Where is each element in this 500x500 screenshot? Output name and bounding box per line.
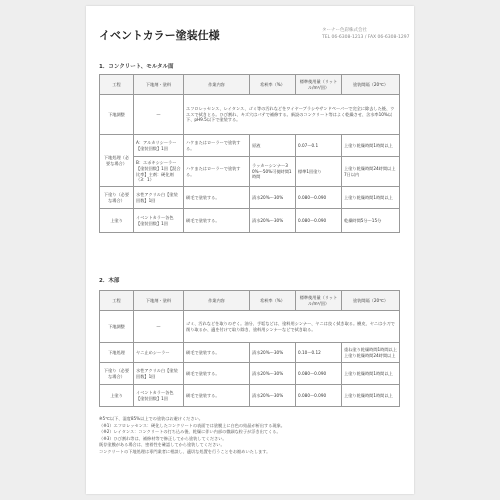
cell-work: 刷毛で塗装する。 xyxy=(184,363,250,385)
note-line: （※2）レイタンス：コンクリートの打ち込み後、乾燥に伴い内部の微細な粒子が浮き出てくる。 xyxy=(99,429,281,434)
header-usage: 標準使用量（リットル/m²/回） xyxy=(296,291,342,311)
cell-usage: 0.080～0.090 xyxy=(296,209,342,233)
cell-step: 下地調整 xyxy=(100,311,134,343)
section2-table xyxy=(99,290,400,407)
cell-material: 水性アクリル白【塗装回数】1回 xyxy=(134,187,184,209)
table-row xyxy=(100,209,400,233)
notes xyxy=(99,416,399,455)
note-line: 既存塗膜がある場合は、密着性を確認してから塗装してください。 xyxy=(99,442,225,447)
cell-usage: 標準1回塗り xyxy=(296,157,342,187)
table-row xyxy=(100,311,400,343)
cell-ratio: 原液 xyxy=(250,135,296,157)
cell-work: 刷毛で塗装する。 xyxy=(184,343,250,363)
cell-material: 水性アクリル白【塗装回数】1回 xyxy=(134,363,184,385)
cell-interval: 上塗り乾燥時間1時間以上 xyxy=(342,385,400,407)
cell-work: エフロレッセンス、レイタンス、ゴミ等の汚れなどをワイヤーブラシやサンドペーパーで完全に除去した後、ウエスで拭きとる。ひび割れ、キズ穴はパテで補修する。新設のコンクリート等はよく乾燥させ、含水率10%以下、pH9.5以下で塗装する。 xyxy=(184,95,400,135)
cell-interval: 乾燥時間5分～15分 xyxy=(342,209,400,233)
section1-table xyxy=(99,74,400,233)
cell-step: 下地処理（必要な場合） xyxy=(100,135,134,187)
cell-ratio: 清水20%～30% xyxy=(250,343,296,363)
header-interval: 塗装間隔（20℃） xyxy=(342,291,400,311)
cell-interval: 上塗り乾燥時間1時間以上 xyxy=(342,363,400,385)
cell-material: ヤニ止めシーラー xyxy=(134,343,184,363)
cell-ratio: 清水20%～30% xyxy=(250,385,296,407)
cell-ratio: 清水20%～30% xyxy=(250,187,296,209)
header-usage: 標準使用量（リットル/m²/回） xyxy=(296,75,342,95)
cell-work: 刷毛で塗装する。 xyxy=(184,385,250,407)
cell-material: イベントカラー各色【塗装回数】1回 xyxy=(134,385,184,407)
header-material: 下地剤・塗料 xyxy=(134,75,184,95)
cell-step: 上塗り xyxy=(100,385,134,407)
document-page xyxy=(86,6,414,494)
header-material: 下地剤・塗料 xyxy=(134,291,184,311)
cell-material: — xyxy=(134,311,184,343)
note-line: （※1）エフロレッセンス：硬化したコンクリートの表面では塗膜上に白色の結晶が析出する現象。 xyxy=(99,422,285,428)
header-work: 作業内容 xyxy=(184,291,250,311)
header-interval: 塗装間隔（20℃） xyxy=(342,75,400,95)
table-row xyxy=(100,385,400,407)
cell-work: 刷毛で塗装する。 xyxy=(184,187,250,209)
cell-ratio: 清水20%～30% xyxy=(250,209,296,233)
cell-material: A：アルカリシーラー【塗装回数】1回 xyxy=(134,135,184,157)
page-title: イベントカラー塗装仕様 xyxy=(99,29,220,42)
cell-step: 下地調整 xyxy=(100,95,134,135)
header-step: 工程 xyxy=(100,291,134,311)
cell-interval: 上塗り乾燥時間1時間以上 xyxy=(342,187,400,209)
cell-step: 上塗り xyxy=(100,209,134,233)
cell-work: ハケまたはローラーで塗装する。 xyxy=(184,135,250,157)
cell-ratio: ラッカーシンナー30%～50%可使時間1時間 xyxy=(250,157,296,187)
header-ratio: 希釈率（%） xyxy=(250,75,296,95)
cell-work: ゴミ、汚れなどを取りのぞく。油分、手垢などは、塗料用シンナー、ヤニは良く拭き取る。樹皮、ヤニは小刀で削り取るか、適を付けて取り除き、塗料用シンナーなどで拭き取る。 xyxy=(184,311,400,343)
note-line: ※5℃以下、湿度85%以上での塗装はお避けください。 xyxy=(99,416,203,421)
header-ratio: 希釈率（%） xyxy=(250,291,296,311)
company-name: ターナー色彩株式会社 xyxy=(322,28,367,33)
section1-heading: 1．コンクリート、モルタル面 xyxy=(99,64,174,70)
company-contact: TEL 06-6308-1213 / FAX 06-6308-1297 xyxy=(322,35,410,40)
cell-work: 刷毛で塗装する。 xyxy=(184,209,250,233)
note-line: コンクリートの下地処理は専門業者に相談し、適切な処置を行うことをお勧めいたします。 xyxy=(99,448,271,454)
note-line: （※3）ひび割れ等は、補修材等で修正してから塗装してください。 xyxy=(99,435,227,441)
table-row xyxy=(100,187,400,209)
cell-interval: 重ね塗り乾燥時間1時間以上上塗り乾燥時間24時間以上 xyxy=(342,343,400,363)
cell-step: 下塗り（必要な場合） xyxy=(100,363,134,385)
table-row xyxy=(100,157,400,187)
cell-usage: 0.07～0.1 xyxy=(296,135,342,157)
table-row xyxy=(100,363,400,385)
cell-usage: 0.080～0.090 xyxy=(296,385,342,407)
cell-step: 下地処理 xyxy=(100,343,134,363)
header-work: 作業内容 xyxy=(184,75,250,95)
cell-step: 下塗り（必要な場合） xyxy=(100,187,134,209)
cell-material: イベントカラー各色【塗装回数】1回 xyxy=(134,209,184,233)
table-row xyxy=(100,95,400,135)
section2-heading: 2．木部 xyxy=(99,278,120,284)
table-row xyxy=(100,343,400,363)
cell-interval: 上塗り乾燥時間24時間以上7日以内 xyxy=(342,157,400,187)
cell-usage: 0.10～0.12 xyxy=(296,343,342,363)
header-step: 工程 xyxy=(100,75,134,95)
cell-usage: 0.080～0.090 xyxy=(296,187,342,209)
cell-work: ハケまたはローラーで塗装する。 xyxy=(184,157,250,187)
company-info xyxy=(322,27,409,41)
table-row xyxy=(100,135,400,157)
cell-material: — xyxy=(134,95,184,135)
cell-usage: 0.080～0.090 xyxy=(296,363,342,385)
cell-material: B：エポキシシーラー【塗装回数】1回【混合比率】主剤：硬化剤（3：1） xyxy=(134,157,184,187)
cell-ratio: 清水20%～30% xyxy=(250,363,296,385)
cell-interval: 上塗り乾燥時間1時間以上 xyxy=(342,135,400,157)
